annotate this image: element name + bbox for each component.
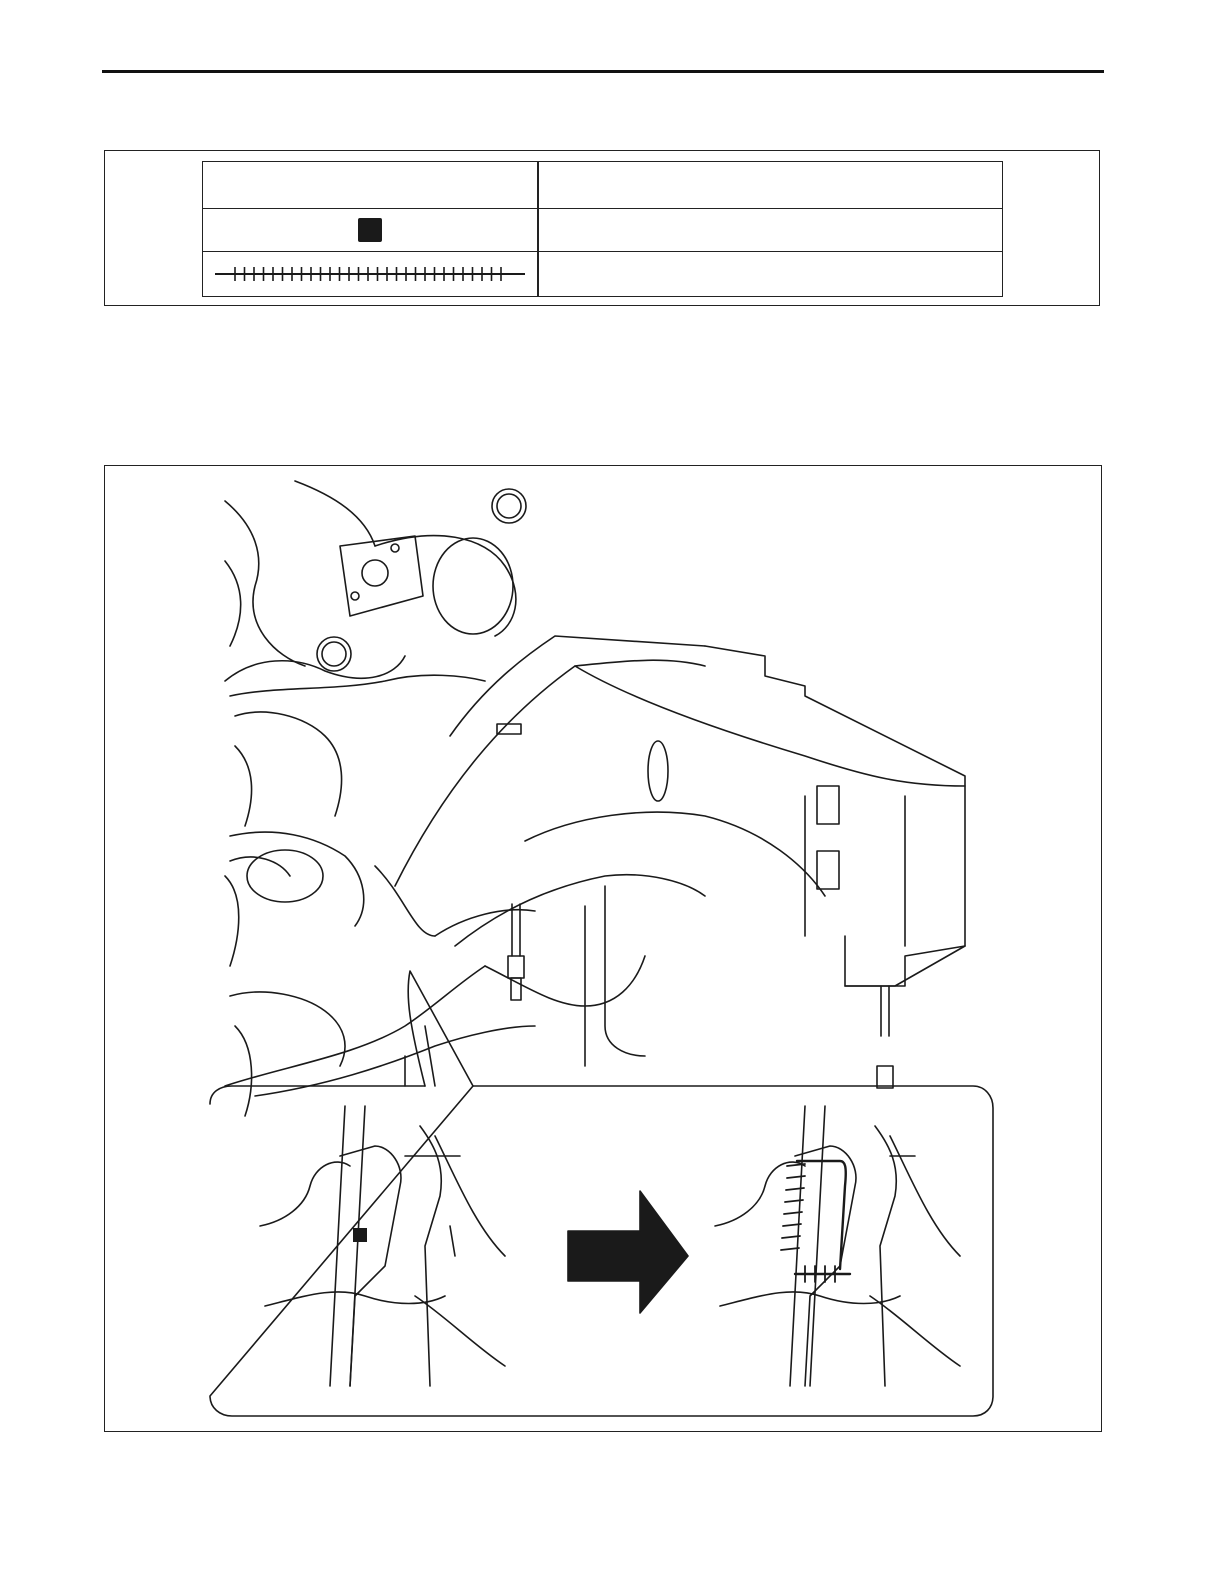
lower-structure [225,886,645,1096]
legend-description-cell [538,209,1003,251]
detail-after-view [715,1106,960,1386]
legend-header-row [203,162,1003,209]
welding-legend-table [202,161,1003,297]
right-arrow-icon [568,1191,688,1313]
front-side-member-assembly-drawing [105,466,1102,1432]
background-body-panels [225,481,516,1116]
legend-symbol-cell [203,209,539,251]
seam-weld-marker-icon [781,1164,835,1282]
illustration-frame [104,465,1102,1432]
header-rule [102,70,1104,73]
legend-header-symbol [203,162,539,209]
side-member-body [375,636,965,986]
detail-before-view [260,1106,505,1386]
seam-weld-line-icon [211,265,529,283]
adjuster-bolts [497,724,893,1088]
spot-weld-marker-icon [353,1228,367,1242]
legend-row-seam-weld [203,251,1003,296]
legend-description-cell [538,251,1003,296]
detail-callout [210,971,993,1416]
square-spot-weld-icon [358,218,382,242]
mount-bushings [247,489,526,902]
legend-symbol-cell [203,251,539,296]
legend-row-spot-weld [203,209,1003,251]
legend-header-description [538,162,1003,209]
brake-master-plate [340,536,513,634]
